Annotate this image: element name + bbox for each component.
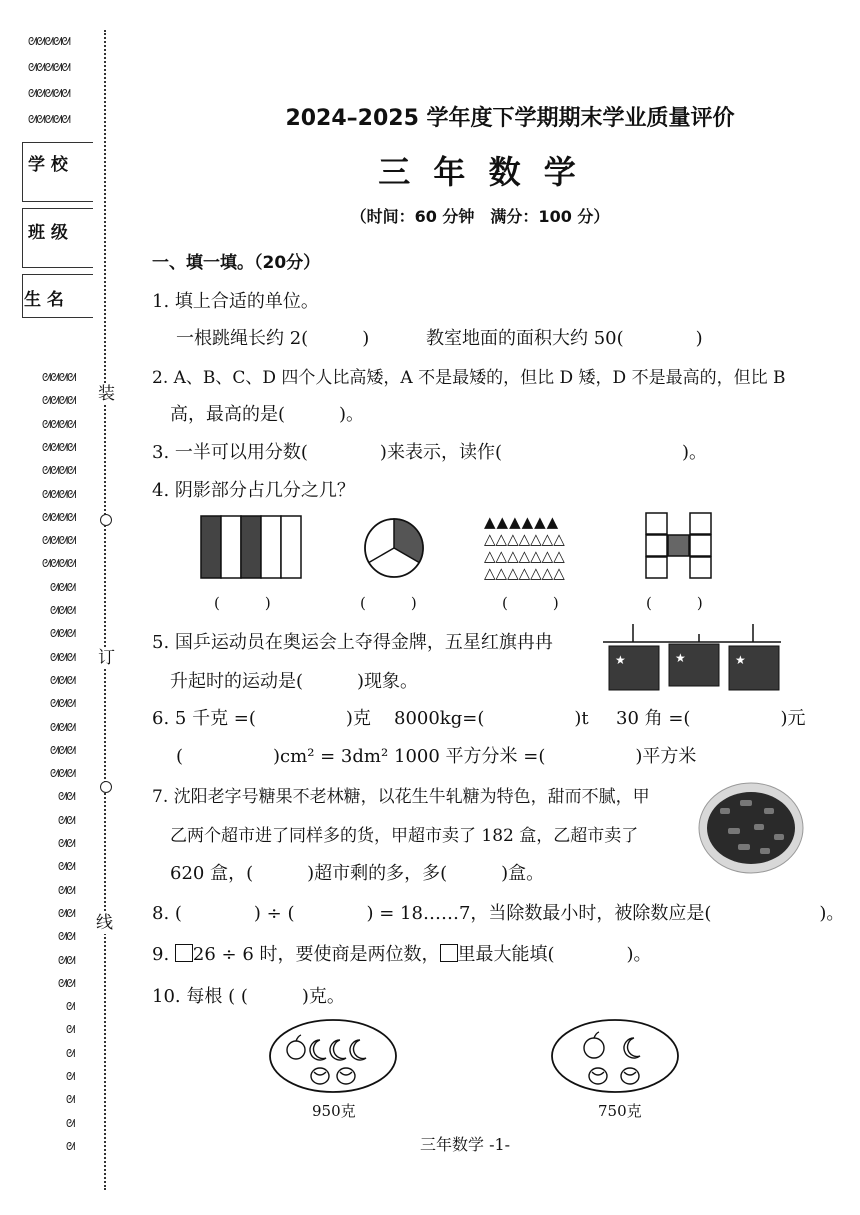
border-ornament: ᘛᘛ [58, 930, 75, 944]
question-6c: 30 角 =( )元 [616, 708, 806, 729]
binding-mark-ding: 订 [98, 648, 115, 668]
border-ornament: ᘛᘛ [58, 906, 75, 920]
border-ornament: ᘛᘛᘛᘛ [42, 440, 76, 454]
plate-right [550, 1018, 680, 1098]
question-6d: ( )cm² = 3dm² [176, 746, 389, 767]
question-5-line1: 5. 国乒运动员在奥运会上夺得金牌，五星红旗冉冉 [152, 632, 553, 653]
border-ornament: ᘛ [66, 1046, 75, 1060]
svg-text:★: ★ [735, 653, 746, 667]
question-1a: 一根跳绳长约 2( ) [176, 328, 370, 349]
border-ornament: ᘛᘛᘛᘛᘛ [28, 113, 70, 126]
border-ornament: ᘛᘛᘛᘛᘛ [28, 35, 70, 48]
question-3: 3. 一半可以用分数( )来表示，读作( )。 [152, 442, 707, 463]
figure-striped-rectangle [200, 515, 302, 583]
section-heading: 一、填一填。（20分） [152, 253, 321, 273]
circle-thirds-graphic [362, 516, 426, 580]
border-ornament: ᘛᘛᘛ [50, 743, 76, 757]
border-ornament: ᘛᘛᘛᘛ [42, 371, 76, 384]
figure-h-shape [645, 512, 713, 584]
border-ornament: ᘛᘛᘛᘛ [42, 510, 76, 524]
name-field-label: 生 名 [24, 290, 64, 310]
question-9 [152, 943, 652, 967]
border-ornament: ᘛᘛᘛ [50, 673, 76, 687]
binding-hole [100, 781, 112, 793]
plate-right-weight: 750克 [598, 1102, 642, 1120]
question-10: 10. 每根 ( ( )克。 [152, 986, 345, 1007]
border-ornament: ᘛ [66, 1070, 75, 1083]
plate-right-graphic [550, 1018, 680, 1094]
border-ornament: ᘛᘛᘛ [50, 650, 76, 664]
svg-text:★: ★ [615, 653, 626, 667]
triangles-row: △△△△△△△ [484, 547, 565, 565]
h-shape-graphic [645, 512, 713, 580]
question-6a: 6. 5 千克 =( )克 [152, 708, 371, 729]
binding-mark-zhuang: 装 [98, 384, 115, 404]
border-ornament: ᘛᘛ [58, 953, 75, 967]
triangles-row: △△△△△△△ [484, 564, 565, 582]
answer-blank-fig2[interactable]: ( ) [360, 594, 417, 612]
figure-circle-thirds [362, 516, 426, 584]
answer-blank-fig4[interactable]: ( ) [646, 594, 703, 612]
border-ornament: ᘛᘛ [58, 976, 75, 990]
svg-text:★: ★ [675, 651, 686, 665]
border-ornament: ᘛᘛ [58, 790, 75, 804]
subject-title: 三 年 数 学 [378, 153, 582, 191]
border-ornament: ᘛᘛᘛ [50, 720, 76, 734]
question-9-suffix: 里最大能填( )。 [457, 944, 652, 965]
border-ornament: ᘛᘛᘛᘛ [42, 394, 76, 408]
border-ornament: ᘛᘛᘛᘛ [42, 487, 76, 501]
question-4-stem: 4. 阴影部分占几分之几？ [152, 480, 355, 501]
border-ornament: ᘛᘛᘛᘛ [42, 534, 76, 548]
border-ornament: ᘛ [66, 1023, 75, 1037]
border-ornament: ᘛᘛᘛᘛᘛ [28, 61, 70, 74]
plate-left-graphic [268, 1018, 398, 1094]
exam-title: 2024–2025 学年度下学期期末学业质量评价 [285, 106, 735, 131]
border-ornament: ᘛᘛ [58, 860, 75, 874]
striped-rectangle-graphic [200, 515, 302, 579]
border-ornament: ᘛ [66, 1093, 75, 1107]
school-field-label: 学 校 [28, 155, 68, 175]
question-6b: 8000kg=( )t [394, 708, 589, 729]
answer-blank-fig3[interactable]: ( ) [502, 594, 559, 612]
question-2-line2: 高，最高的是( )。 [170, 404, 365, 425]
border-ornament: ᘛ [66, 1000, 75, 1014]
flags-graphic [603, 620, 783, 694]
question-9-prefix: 9. [152, 944, 175, 965]
border-ornament: ᘛᘛᘛᘛ [42, 464, 76, 478]
question-7-line3: 620 盒，( )超市剩的多，多( )盒。 [170, 863, 545, 884]
answer-blank-fig1[interactable]: ( ) [214, 594, 271, 612]
exam-info: （时间：60 分钟 满分：100 分） [350, 207, 610, 226]
border-ornament: ᘛᘛᘛᘛ [42, 557, 76, 571]
border-ornament: ᘛᘛ [58, 883, 75, 897]
question-6e: 1000 平方分米 =( )平方米 [394, 746, 697, 767]
question-7-line1: 7. 沈阳老字号糖果不老林糖，以花生牛轧糖为特色，甜而不腻，甲 [152, 787, 650, 807]
border-ornament: ᘛᘛ [58, 837, 75, 850]
border-ornament: ᘛᘛ [58, 813, 75, 827]
plate-left [268, 1018, 398, 1098]
binding-mark-xian: 线 [96, 913, 113, 933]
shaded-triangles-row: ▲▲▲▲▲▲ [484, 513, 560, 531]
plate-left-weight: 950克 [312, 1102, 356, 1120]
question-8: 8. ( ) ÷ ( ) = 18……7，当除数最小时，被除数应是( )。 [152, 903, 845, 924]
border-ornament: ᘛᘛᘛᘛᘛ [28, 87, 70, 100]
question-1-stem: 1. 填上合适的单位。 [152, 291, 319, 312]
border-ornament: ᘛ [66, 1116, 75, 1130]
border-ornament: ᘛᘛᘛ [50, 767, 76, 781]
border-ornament: ᘛᘛᘛ [50, 697, 76, 711]
border-ornament: ᘛᘛᘛᘛ [42, 417, 76, 431]
question-5-line2: 升起时的运动是( )现象。 [170, 671, 419, 692]
figure-triangles [484, 514, 565, 582]
border-ornament: ᘛᘛᘛ [50, 627, 76, 641]
question-2-line1: 2. A、B、C、D 四个人比高矮，A 不是最矮的，但比 D 矮，D 不是最高的，但比 B [152, 368, 786, 388]
question-7-line2: 乙两个超市进了同样多的货，甲超市卖了 182 盒，乙超市卖了 [170, 826, 639, 846]
question-1b: 教室地面的面积大约 50( ) [426, 328, 703, 349]
page-footer: 三年数学 -1- [420, 1135, 511, 1154]
border-ornament: ᘛᘛᘛ [50, 580, 76, 594]
blank-box-icon [175, 944, 193, 962]
binding-dashed-line [104, 30, 106, 1190]
flags-illustration [603, 620, 783, 698]
border-ornament: ᘛᘛᘛ [50, 604, 76, 617]
class-field-label: 班 级 [28, 223, 68, 243]
blank-box-icon [440, 944, 458, 962]
candy-photo [698, 778, 804, 878]
question-9-mid: 26 ÷ 6 时，要使商是两位数， [192, 944, 440, 965]
binding-hole [100, 514, 112, 526]
border-ornament: ᘛ [66, 1139, 75, 1153]
triangles-row: △△△△△△△ [484, 530, 565, 548]
candy-pile-graphic [698, 778, 804, 874]
